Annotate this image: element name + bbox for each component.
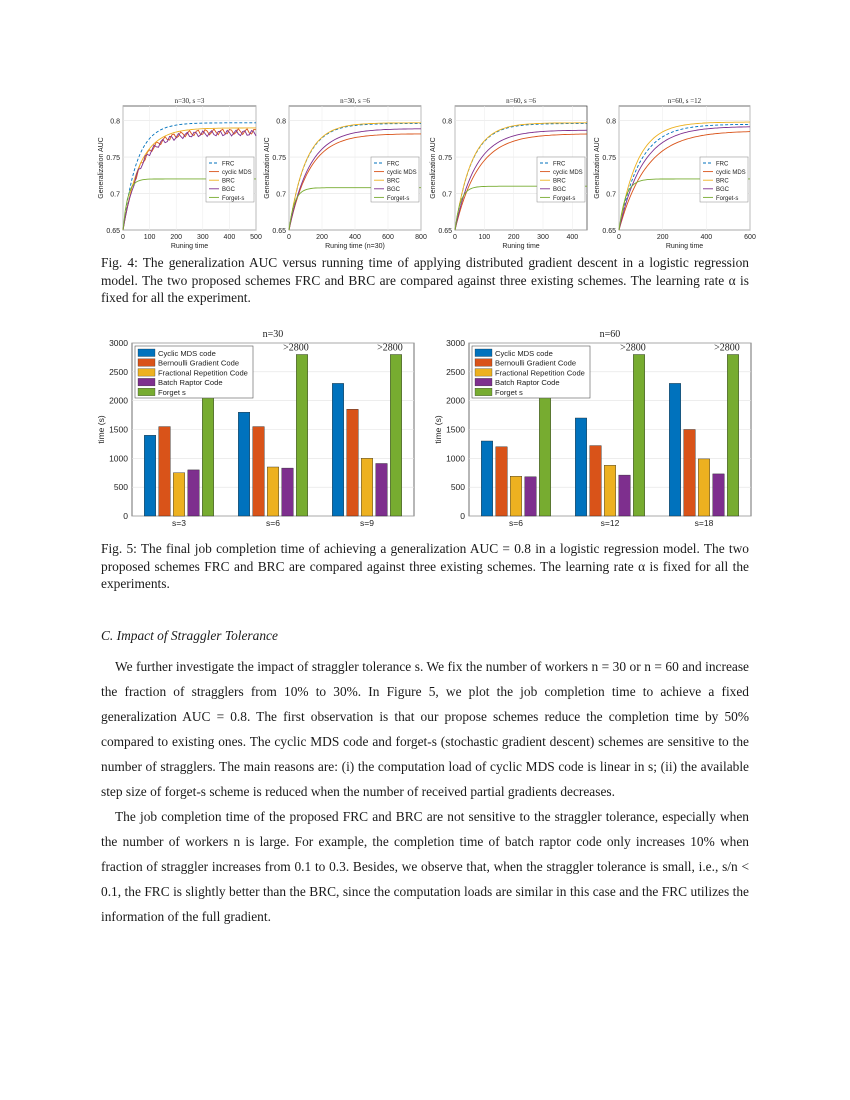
fig5-bar [481,441,493,516]
fig5-ytick-label: 500 [450,482,465,493]
fig4-ytick-label: 0.8 [276,118,286,126]
fig5-legend-label: Cyclic MDS code [158,348,216,358]
fig4-xtick-label: 100 [143,234,156,241]
fig4-legend-label: cyclic MDS [222,170,252,176]
fig5-bar [496,447,508,516]
fig4-ylabel: Generalization AUC [98,137,105,199]
fig5-bar [173,473,185,516]
fig4-xtick-label: 400 [349,234,361,241]
fig5-ytick-label: 3000 [109,338,128,348]
fig5-bar [347,409,359,516]
fig5-ytick-label: 2000 [446,395,465,406]
fig4-legend-label: Forget-s [716,195,739,202]
fig5-category-label: s=3 [172,518,186,528]
fig4-xlabel: Runing time [665,243,704,250]
fig4-xtick-label: 0 [617,234,621,241]
fig5-legend-swatch [475,378,492,386]
fig5-legend-swatch [138,378,155,386]
fig5-annotation: >2800 [283,342,309,354]
fig5-charts [0,320,850,540]
fig5-ylabel: time (s) [96,415,106,444]
fig5-legend-label: Bernoulli Gradient Code [158,358,240,368]
fig5-bar [267,467,279,516]
fig5-category-label: s=6 [509,518,523,528]
fig4-xtick-label: 200 [507,234,520,241]
fig5-bar [510,476,522,516]
paragraph-1: We further investigate the impact of straggler tolerance s. We fix the number of workers n = 30 or n = 60 and increase the fraction of stragglers from 10% to 30%. In Figure 5, we plot the job completion time to achieve a fixed generalization AUC = 0.8. The first observation is that our propose schemes reduce the completion time by 50% compared to existing ones. The cyclic MDS code and forget-s (stochastic gradient descent) schemes are sensitive to the number of stragglers. The main reasons are: (i) the computation load of cyclic MDS code is linear in s; (ii) the available step size of forget-s scheme is reduced when the number of received partial gradients decreases. [101,659,749,799]
fig4-ytick-label: 0.7 [606,191,616,199]
fig4-legend-label: FRC [553,161,566,168]
fig4-xlabel: Runing time (n=30) [325,243,385,250]
fig4-panel-title: n=30, s =6 [340,97,370,105]
fig4-ytick-label: 0.65 [438,228,452,235]
fig4-ylabel: Generalization AUC [594,137,601,199]
fig4-legend-label: FRC [716,161,729,168]
fig4-legend-label: BGC [222,187,236,194]
fig4-xtick-label: 800 [415,234,427,241]
fig4-ylabel: Generalization AUC [430,137,437,199]
fig5-ytick-label: 1500 [109,424,128,435]
fig5-category-label: s=9 [360,518,374,528]
fig4-panel-title: n=60, s =12 [667,97,702,105]
fig4-legend-label: FRC [387,161,400,168]
fig4-panel-title: n=60, s =6 [506,97,536,105]
fig5-legend-label: Batch Raptor Code [158,378,223,388]
fig5-category-label: s=6 [266,518,280,528]
fig5-bar [633,355,645,517]
fig4-xtick-label: 0 [121,234,125,241]
fig4-ytick-label: 0.65 [106,228,120,235]
fig5-annotation: >2800 [620,342,646,354]
fig5-bar [575,418,587,516]
fig5-legend-swatch [138,388,155,396]
fig4-xtick-label: 200 [170,234,183,241]
fig5-ytick-label: 1500 [446,424,465,435]
fig5-ytick-label: 1000 [109,453,128,464]
fig5-annotation: >2800 [377,342,403,354]
fig5-legend-swatch [475,388,492,396]
fig4-ytick-label: 0.7 [110,191,120,199]
fig5-ytick-label: 2000 [109,395,128,406]
fig4-legend-label: BGC [387,187,401,194]
fig4-ytick-label: 0.7 [276,191,286,199]
fig5-bar [604,465,616,516]
fig5-ytick-label: 1000 [446,453,465,464]
fig5-bar [332,383,344,516]
fig4-xtick-label: 600 [382,234,394,241]
fig5-legend-swatch [475,349,492,357]
fig4-legend-label: BRC [716,178,729,185]
fig5-ytick-label: 0 [460,511,465,521]
paragraph-2: The job completion time of the proposed FRC and BRC are not sensitive to the straggler tolerance, especially when the number of workers n is large. For example, the completion time of batch raptor code only increases 10% when fraction of straggler increases from 0.1 to 0.3. Besides, we observe that, when the straggler tolerance is small, i.e., s/n < 0.1, the FRC is slightly better than the BRC, since the computation loads are similar in this case and the FRC utilizes the information of the full gradient. [101,809,749,924]
fig5-chart-title: n=30 [262,329,284,340]
fig4-legend-label: Forget-s [553,195,576,202]
fig5-ytick-label: 500 [113,482,128,493]
fig5-legend-label: Bernoulli Gradient Code [495,358,577,368]
fig4-legend-label: BRC [222,178,235,185]
fig4-ytick-label: 0.75 [272,155,286,163]
fig5-annotation: >2800 [714,342,740,354]
fig5-legend-swatch [475,369,492,377]
fig5-bar [698,459,710,516]
fig5-caption: Fig. 5: The final job completion time of achieving a generalization AUC = 0.8 in a logistic regression model. The two proposed schemes FRC and BRC are compared against three existing schemes. The learning rate α is fixed for all the experiments. [101,541,749,591]
fig5-bar [144,435,156,516]
fig5-bar [296,355,308,517]
fig4-xtick-label: 0 [287,234,291,241]
fig5-bar [669,383,681,516]
fig5-bar [590,446,602,516]
fig4-legend-label: Forget-s [222,195,245,202]
fig4-panel-title: n=30, s =3 [174,97,205,105]
fig4-xtick-label: 200 [656,234,669,241]
fig5-legend-label: Forget s [495,388,523,397]
fig4-xtick-label: 200 [316,234,328,241]
fig4-xtick-label: 300 [196,234,209,241]
fig5-ytick-label: 0 [123,511,128,521]
fig4-xtick-label: 300 [537,234,549,241]
fig4-ytick-label: 0.8 [442,118,452,126]
fig4-xlabel: Runing time [170,243,209,250]
fig5-bar [390,355,402,517]
fig4-xtick-label: 0 [453,234,457,241]
fig4-legend-label: FRC [222,161,235,168]
fig5-bar [713,474,725,516]
fig4-legend-label: BGC [716,187,730,194]
fig5-ytick-label: 2500 [446,366,465,377]
fig5-legend-swatch [138,349,155,357]
fig5-legend-label: Batch Raptor Code [495,378,560,388]
fig4-xtick-label: 100 [478,234,491,241]
fig4-legend-label: cyclic MDS [553,170,583,176]
fig5-bar [253,427,264,516]
fig5-category-label: s=12 [600,518,620,528]
fig4-legend-label: cyclic MDS [387,170,417,176]
fig5-legend-label: Cyclic MDS code [495,348,553,358]
fig4-legend-label: cyclic MDS [716,170,746,176]
fig5-bar [376,464,388,517]
fig5-bar [619,475,631,516]
fig4-xtick-label: 500 [250,234,262,241]
fig4-ytick-label: 0.65 [602,228,616,235]
fig5-bar [525,477,537,516]
section-title: C. Impact of Straggler Tolerance [101,628,278,643]
fig5-bar [684,430,696,517]
fig4-panels [0,0,850,260]
fig5-legend-label: Fractional Repetition Code [158,368,248,378]
fig4-ytick-label: 0.65 [272,228,286,235]
fig4-legend-label: Forget-s [387,195,410,202]
fig5-bar [282,468,294,516]
fig5-legend-swatch [138,369,155,377]
fig5-ytick-label: 3000 [446,338,465,348]
fig4-xlabel: Runing time [502,243,540,250]
fig5-bar [188,470,200,516]
fig5-legend-label: Fractional Repetition Code [495,368,585,378]
fig4-xtick-label: 600 [744,234,756,241]
fig4-legend-label: BRC [387,178,400,185]
fig4-ytick-label: 0.75 [106,155,120,163]
fig5-ytick-label: 2500 [109,366,128,377]
fig5-legend-swatch [138,359,155,367]
fig4-xtick-label: 400 [223,234,236,241]
fig4-ytick-label: 0.8 [110,118,120,126]
fig4-xtick-label: 400 [566,234,579,241]
fig5-bar [361,458,373,516]
fig5-ylabel: time (s) [433,415,443,444]
fig4-legend-label: BGC [553,187,567,194]
fig5-bar [727,355,739,517]
fig5-bar [159,427,171,516]
fig5-legend-swatch [475,359,492,367]
fig5-legend-label: Forget s [158,388,186,397]
fig5-chart-title: n=60 [599,329,621,340]
fig4-ylabel: Generalization AUC [264,137,271,199]
fig4-ytick-label: 0.8 [606,118,616,126]
fig5-category-label: s=18 [694,518,714,528]
fig4-ytick-label: 0.75 [602,155,616,163]
fig4-caption: Fig. 4: The generalization AUC versus running time of applying distributed gradient descent in a logistic regression model. The two proposed schemes FRC and BRC are compared against three existing schemes. The learning rate α is fixed for all the experiment. [101,255,749,305]
fig5-bar [238,412,250,516]
fig4-xtick-label: 400 [700,234,713,241]
fig4-legend-label: BRC [553,178,566,185]
fig4-ytick-label: 0.75 [438,155,452,163]
fig4-ytick-label: 0.7 [442,191,452,199]
